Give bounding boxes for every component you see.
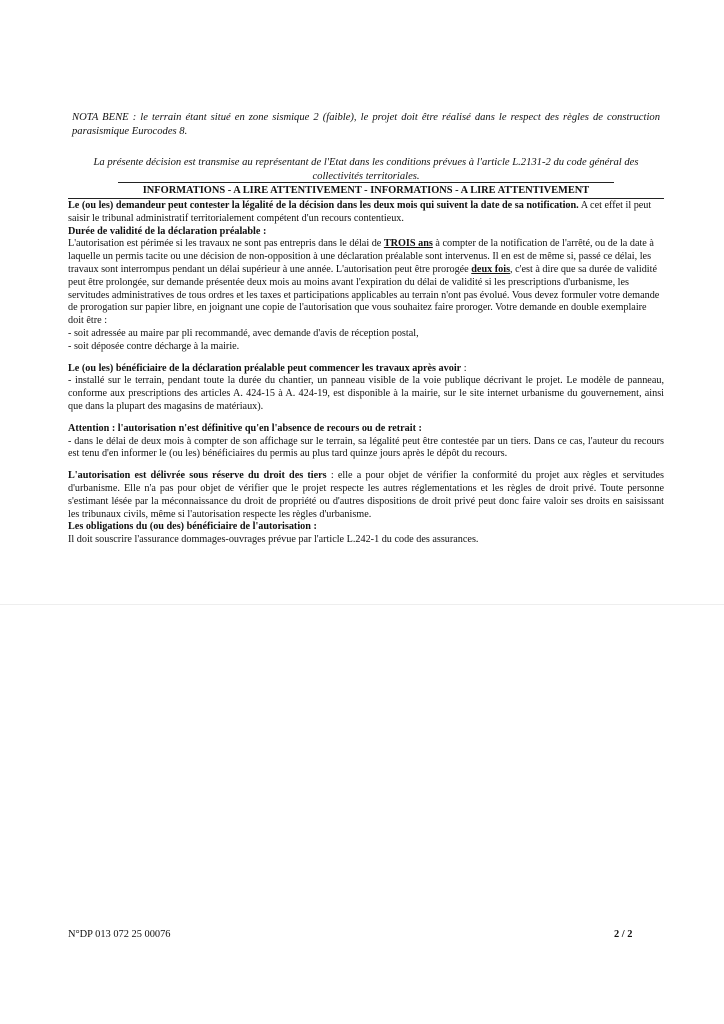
- banner-rule-bottom: [68, 198, 664, 199]
- nota-bene-paragraph: [72, 111, 660, 140]
- transmission-notice: La présente décision est transmise au représentant de l'Etat dans les conditions prévues à l'article L.2131-2 du code général des collectivités territoriales.: [93, 156, 639, 183]
- tiers-paragraph: [68, 470, 664, 521]
- information-banner: INFORMATIONS - A LIRE ATTENTIVEMENT - INFORMATIONS - A LIRE ATTENTIVEMENT: [142, 185, 590, 196]
- validite-text-a: L'autorisation est périmée si les travaux ne sont pas entrepris dans le délai de: [68, 238, 384, 250]
- obligations-text: Il doit souscrire l'assurance dommages-ouvrages prévue par l'article L.242-1 du code des assurances.: [68, 534, 479, 546]
- tiers-text: : elle a pour objet de vérifier la conformité du projet aux règles et servitudes d'urbanisme. Elle n'a pas pour objet de vérifier que le projet respecte les autres réglementations et les règles de droit privé. Toute personne s'estimant lésée par la méconnaissance du droit de propriété ou d'autres dispositions de droit privé peut donc faire valoir ses droits en saisissant les tribunaux civils, même si l'autorisation respecte les règles d'urbanisme.: [68, 470, 664, 520]
- validite-list-item: - soit déposée contre décharge à la mairie.: [68, 340, 240, 352]
- obligations-section: [68, 521, 664, 547]
- recours-paragraph: [68, 200, 664, 226]
- beneficiaire-section: [68, 363, 664, 414]
- information-content: [68, 200, 664, 556]
- beneficiaire-heading: Le (ou les) bénéficiaire de la déclaration préalable peut commencer les travaux après avoir: [68, 362, 462, 374]
- validite-heading: Durée de validité de la déclaration préalable :: [68, 225, 267, 237]
- nota-bene-label: NOTA BENE: [72, 111, 129, 123]
- validite-emph-deux-fois: deux fois: [471, 263, 511, 275]
- obligations-heading: Les obligations du (ou des) bénéficiaire de l'autorisation :: [68, 521, 317, 533]
- scan-artifact-line: [0, 604, 724, 605]
- nota-bene-text: : le terrain étant situé en zone sismique 2 (faible), le projet doit être réalisé dans le respect des règles de construction parasismique Eurocodes 8.: [72, 111, 660, 138]
- attention-section: [68, 423, 664, 461]
- validite-emph-trois-ans: TROIS ans: [383, 238, 433, 250]
- page-number: 2 / 2: [614, 929, 633, 940]
- validite-text-c: , c'est à dire que sa durée de validité peut être prolongée, sur demande présentée deux mois au moins avant l'expiration du délai de validité si les prescriptions d'urbanisme, les servitudes administratives de tous ordres et les taxes et participations applicables au terrain n'ont pas évolué. Vous devez formuler votre demande de prorogation sur papier libre, en joignant une copie de l'autorisation que vous souhaitez faire proroger. Votre demande en double exemplaire doit être :: [68, 263, 660, 327]
- validite-paragraph: [68, 238, 664, 328]
- recours-text: A cet effet il peut saisir le tribunal administratif territorialement compétent d'un recours contentieux.: [68, 200, 652, 224]
- document-reference: N°DP 013 072 25 00076: [68, 929, 171, 940]
- beneficiaire-heading-tail: :: [461, 362, 467, 374]
- validite-list-item: - soit adressée au maire par pli recommandé, avec demande d'avis de réception postal,: [68, 327, 419, 339]
- tiers-bold: L'autorisation est délivrée sous réserve du droit des tiers: [68, 470, 327, 482]
- attention-heading: Attention : l'autorisation n'est définitive qu'en l'absence de recours ou de retrait :: [68, 422, 422, 434]
- attention-text: - dans le délai de deux mois à compter de son affichage sur le terrain, sa légalité peut être contestée par un tiers. Dans ce cas, l'auteur du recours est tenu d'en informer le (ou les) bénéficiaires du permis au plus tard quinze jours après le dépôt du recours.: [68, 435, 664, 460]
- validite-section: [68, 226, 664, 354]
- recours-bold: Le (ou les) demandeur peut contester la légalité de la décision dans les deux mois qui suivent la date de sa notification.: [68, 200, 579, 211]
- validite-text-b: à compter de la notification de l'arrêté, ou de la date à laquelle un permis tacite ou une décision de non-opposition à une déclaration préalable sont intervenus. Il en est de même si, passé ce délai, les travaux sont interrompus pendant un délai supérieur à une année. L'autorisation peut être prorogée: [68, 238, 654, 275]
- beneficiaire-text: - installé sur le terrain, pendant toute la durée du chantier, un panneau visible de la voie publique décrivant le projet. Le modèle de panneau, conforme aux prescriptions des articles A. 424-15 à A. 424-19, est disponible à la mairie, sur le site internet urbanisme du gouvernement, ainsi que dans la plupart des magasins de matériaux).: [68, 375, 664, 412]
- banner-rule-top: [118, 182, 614, 183]
